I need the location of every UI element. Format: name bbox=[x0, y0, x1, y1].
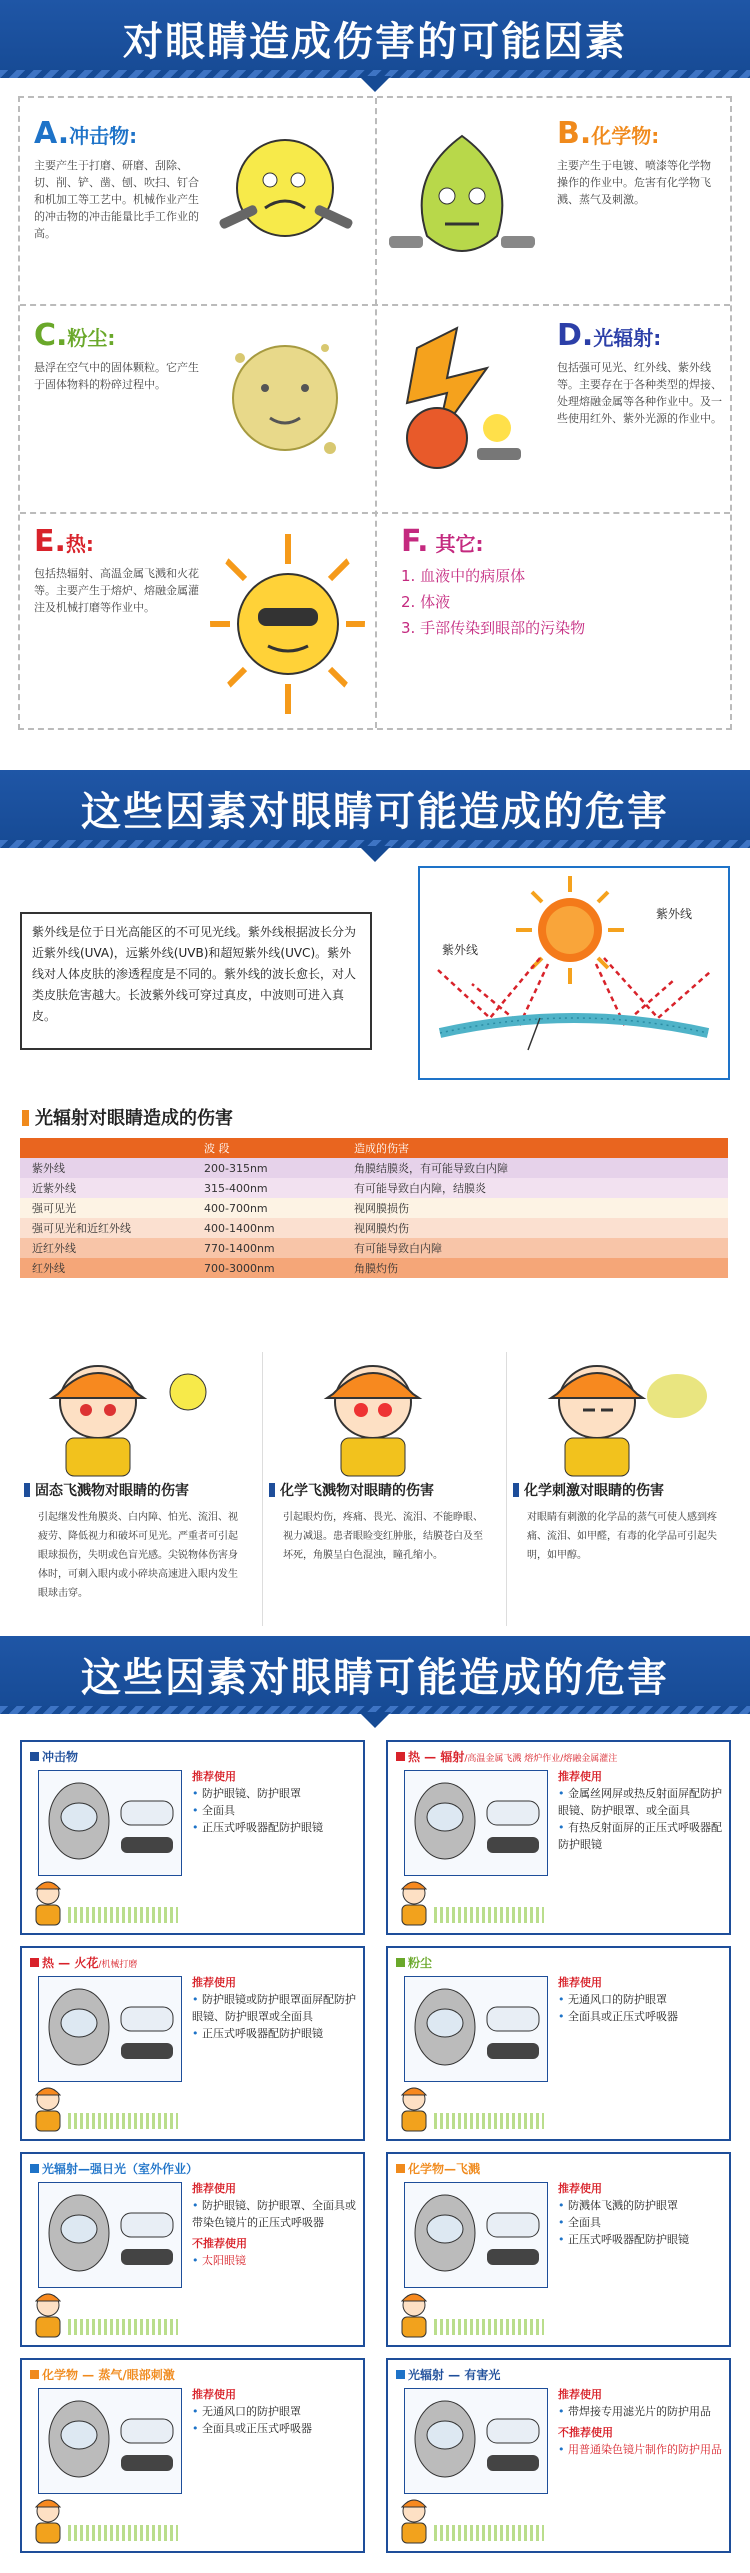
injury-text: 对眼睛有刺激的化学品的蒸气可使人感到疼痛、流泪、如甲醛，有毒的化学品可引起失明，如甲醇。 bbox=[527, 1512, 717, 1561]
factor-name: 热: bbox=[65, 532, 94, 556]
table-cell: 红外线 bbox=[32, 1262, 65, 1275]
table-cell: 视网膜损伤 bbox=[354, 1202, 409, 1215]
recommendation bbox=[558, 2180, 723, 2248]
recommend-item: • 全面具或正压式呼吸器 bbox=[192, 2422, 312, 2435]
uv-label-left: 紫外线 bbox=[442, 943, 479, 957]
recommend-item: • 正压式呼吸器配防护眼镜 bbox=[192, 2027, 323, 2040]
worker-icon bbox=[28, 2493, 68, 2545]
recommend-label: 推荐使用 bbox=[558, 2388, 602, 2401]
table-cell: 有可能导致白内障，结膜炎 bbox=[354, 1182, 486, 1195]
recommend-label: 推荐使用 bbox=[558, 1770, 602, 1783]
other-item: 1. 血液中的病原体 bbox=[401, 567, 526, 585]
table-cell: 200-315nm bbox=[204, 1161, 268, 1175]
protection-box bbox=[20, 1740, 365, 1935]
recommend-item: • 无通风口的防护眼罩 bbox=[192, 2405, 301, 2418]
worker-injury-illustration bbox=[18, 1352, 253, 1477]
factor-dust: C.粉尘: 悬浮在空气中的固体颗粒。它产生于固体物料的粉碎过程中。 bbox=[20, 318, 370, 508]
recommend-item: • 有热反射面屏的正压式呼吸器配防护眼镜 bbox=[558, 1821, 722, 1851]
table-cell: 紫外线 bbox=[32, 1162, 65, 1175]
equipment-illustration bbox=[38, 1976, 182, 2082]
recommend-item: • 防护眼镜、防护眼罩 bbox=[192, 1787, 301, 1800]
dust-illustration bbox=[210, 318, 360, 488]
recommend-item: • 防护眼镜、防护眼罩、全面具或带染色镜片的正压式呼吸器 bbox=[192, 2199, 356, 2229]
equipment-illustration bbox=[38, 2182, 182, 2288]
recommend-item: • 全面具 bbox=[192, 1804, 235, 1817]
recommend-item: • 正压式呼吸器配防护眼镜 bbox=[192, 1821, 323, 1834]
table-cell: 角膜灼伤 bbox=[354, 1262, 398, 1275]
injury-panel-solid bbox=[18, 1352, 253, 1626]
recommend-label: 推荐使用 bbox=[558, 1976, 602, 1989]
protection-box bbox=[386, 2358, 731, 2553]
protection-title: 光辐射 — 有害光 bbox=[396, 2366, 500, 2383]
recommend-label: 推荐使用 bbox=[192, 1976, 236, 1989]
table-header: 波 段 bbox=[192, 1138, 342, 1158]
equipment-illustration bbox=[38, 2388, 182, 2494]
table-cell: 强可见光 bbox=[32, 1202, 76, 1215]
banner-title: 这些因素对眼睛可能造成的危害 bbox=[81, 1655, 669, 1701]
injury-title: 化学飞溅物对眼睛的伤害 bbox=[269, 1480, 434, 1500]
protection-title: 粉尘 bbox=[396, 1954, 432, 1971]
uv-diagram bbox=[418, 866, 730, 1080]
factor-desc: 悬浮在空气中的固体颗粒。它产生于固体物料的粉碎过程中。 bbox=[34, 361, 199, 391]
worker-icon bbox=[28, 2081, 68, 2133]
banner-title: 对眼睛造成伤害的可能因素 bbox=[123, 19, 627, 65]
factor-name: 粉尘: bbox=[67, 326, 116, 350]
table-cell: 角膜结膜炎，有可能导致白内障 bbox=[354, 1162, 508, 1175]
factor-desc: 包括热辐射、高温金属飞溅和火花等。主要产生于熔炉、熔融金属灌注及机械打磨等作业中。 bbox=[34, 567, 199, 614]
worker-icon bbox=[28, 1875, 68, 1927]
banner-1 bbox=[0, 0, 750, 78]
protection-title: 热 — 火花/机械打磨 bbox=[30, 1954, 137, 1971]
worker-icon bbox=[394, 2287, 434, 2339]
equipment-illustration bbox=[404, 1976, 548, 2082]
protection-box bbox=[20, 2358, 365, 2553]
factor-name: 光辐射: bbox=[593, 326, 662, 350]
factor-chemical: B.化学物: 主要产生于电镀、喷漆等化学物操作的作业中。危害有化学物飞溅、蒸气及刺激。 bbox=[377, 116, 727, 302]
not-recommend-label: 不推荐使用 bbox=[192, 2237, 247, 2250]
factor-impact: A.冲击物: 主要产生于打磨、研磨、刮除、切、削、铲、凿、刨、吹扫、钉合和机加工等工艺中。机械作业产生的冲击物的冲击能量比手工作业的高。 bbox=[20, 116, 370, 302]
table-header: 造成的伤害 bbox=[342, 1138, 728, 1158]
table-row bbox=[20, 1178, 728, 1198]
injury-panel-irritant bbox=[506, 1352, 741, 1626]
impact-illustration bbox=[210, 116, 360, 266]
protection-box bbox=[386, 2152, 731, 2347]
factor-name: 化学物: bbox=[591, 124, 660, 148]
table-cell: 强可见光和近红外线 bbox=[32, 1222, 131, 1235]
equipment-illustration bbox=[404, 2388, 548, 2494]
not-recommend-label: 不推荐使用 bbox=[558, 2426, 613, 2439]
recommend-item: • 防溅体飞溅的防护眼罩 bbox=[558, 2199, 678, 2212]
recommend-item: • 金属丝网屏或热反射面屏配防护眼镜、防护眼罩、或全面具 bbox=[558, 1787, 722, 1817]
recommendation bbox=[192, 1768, 357, 1836]
recommend-item: • 正压式呼吸器配防护眼镜 bbox=[558, 2233, 689, 2246]
recommend-item: • 带焊接专用滤光片的防护用品 bbox=[558, 2405, 711, 2418]
worker-injury-illustration bbox=[263, 1352, 498, 1477]
recommend-label: 推荐使用 bbox=[192, 1770, 236, 1783]
factors-grid bbox=[18, 96, 732, 730]
worker-icon bbox=[394, 2081, 434, 2133]
recommend-label: 推荐使用 bbox=[192, 2388, 236, 2401]
chemical-illustration bbox=[377, 116, 547, 286]
recommend-item: • 全面具 bbox=[558, 2216, 601, 2229]
injury-title: 化学刺激对眼睛的伤害 bbox=[513, 1480, 664, 1500]
protection-title: 光辐射—强日光（室外作业） bbox=[30, 2160, 198, 2177]
table-header bbox=[20, 1138, 192, 1158]
recommendation bbox=[192, 1974, 357, 2042]
radiation-section-title: 光辐射对眼睛造成的伤害 bbox=[22, 1104, 233, 1130]
worker-icon bbox=[28, 2287, 68, 2339]
recommend-item: • 全面具或正压式呼吸器 bbox=[558, 2010, 678, 2023]
table-row bbox=[20, 1218, 728, 1238]
not-recommend-item: • 用普通染色镜片制作的防护用品 bbox=[558, 2443, 722, 2456]
table-row bbox=[20, 1158, 728, 1178]
other-item: 3. 手部传染到眼部的污染物 bbox=[401, 619, 586, 637]
protection-box bbox=[20, 1946, 365, 2141]
banner-2 bbox=[0, 770, 750, 848]
factor-name: 冲击物: bbox=[69, 124, 138, 148]
table-cell: 400-1400nm bbox=[204, 1221, 275, 1235]
radiation-table bbox=[20, 1138, 728, 1278]
table-cell: 315-400nm bbox=[204, 1181, 268, 1195]
table-cell: 视网膜灼伤 bbox=[354, 1222, 409, 1235]
protection-title: 化学物 — 蒸气/眼部刺激 bbox=[30, 2366, 175, 2383]
table-row bbox=[20, 1198, 728, 1218]
protection-title: 化学物—飞溅 bbox=[396, 2160, 480, 2177]
injury-text: 引起眼灼伤，疼痛、畏光、流泪、不能睁眼、视力减退。患者眼睑变红肿胀，结膜苍白及至坏死，角膜呈白色混浊，瞳孔缩小。 bbox=[283, 1512, 483, 1561]
recommendation bbox=[192, 2180, 357, 2269]
heat-illustration bbox=[210, 524, 365, 719]
factor-heat: E.热: 包括热辐射、高温金属飞溅和火花等。主要产生于熔炉、熔融金属灌注及机械打磨等作业中。 bbox=[20, 524, 370, 724]
equipment-illustration bbox=[38, 1770, 182, 1876]
recommend-item: • 防护眼镜或防护眼罩面屏配防护眼镜、防护眼罩或全面具 bbox=[192, 1993, 356, 2023]
recommend-label: 推荐使用 bbox=[558, 2182, 602, 2195]
uv-description: 紫外线是位于日光高能区的不可见光线。紫外线根据波长分为近紫外线(UVA)，远紫外线(UVB)和超短紫外线(UVC)。紫外线对人体皮肤的渗透程度是不同的。紫外线的波长愈长，对人类皮肤危害越大。长波紫外线可穿过真皮，中波则可进入真皮。 bbox=[20, 912, 372, 1050]
worker-icon bbox=[394, 1875, 434, 1927]
factor-name: 其它: bbox=[435, 532, 484, 556]
table-cell: 近红外线 bbox=[32, 1242, 76, 1255]
worker-icon bbox=[394, 2493, 434, 2545]
table-cell: 400-700nm bbox=[204, 1201, 268, 1215]
recommendation bbox=[558, 1768, 723, 1853]
injury-panel-chemical bbox=[262, 1352, 497, 1626]
radiation-illustration bbox=[377, 318, 547, 498]
protection-box bbox=[386, 1740, 731, 1935]
recommend-item: • 无通风口的防护眼罩 bbox=[558, 1993, 667, 2006]
table-cell: 近紫外线 bbox=[32, 1182, 76, 1195]
recommend-label: 推荐使用 bbox=[192, 2182, 236, 2195]
worker-injury-illustration bbox=[507, 1352, 742, 1477]
injury-title: 固态飞溅物对眼睛的伤害 bbox=[24, 1480, 189, 1500]
protection-box bbox=[386, 1946, 731, 2141]
not-recommend-item: • 太阳眼镜 bbox=[192, 2254, 246, 2267]
table-cell: 有可能导致白内障 bbox=[354, 1242, 442, 1255]
uv-label-right: 紫外线 bbox=[656, 907, 693, 921]
injury-text: 引起继发性角膜炎、白内障、怕光、流泪、视疲劳、降低视力和破坏可见光。严重者可引起眼球损伤，失明或色盲光感。尖锐物体伤害身体时，可刺入眼内或小碎块高速进入眼内发生眼球击穿。 bbox=[38, 1512, 238, 1599]
recommendation bbox=[192, 2386, 357, 2437]
table-row bbox=[20, 1258, 728, 1278]
equipment-illustration bbox=[404, 1770, 548, 1876]
other-item: 2. 体液 bbox=[401, 593, 451, 611]
table-cell: 770-1400nm bbox=[204, 1241, 275, 1255]
factor-desc: 主要产生于打磨、研磨、刮除、切、削、铲、凿、刨、吹扫、钉合和机加工等工艺中。机械作业产生的冲击物的冲击能量比手工作业的高。 bbox=[34, 159, 199, 240]
factor-desc: 包括强可见光、红外线、紫外线等。主要存在于各种类型的焊接、处理熔融金属等各种作业中。及一些使用红外、紫外光源的作业中。 bbox=[557, 361, 722, 425]
table-cell: 700-3000nm bbox=[204, 1261, 275, 1275]
factor-radiation: D.光辐射: 包括强可见光、红外线、紫外线等。主要存在于各种类型的焊接、处理熔融金属等各种作业中。及一些使用红外、紫外光源的作业中。 bbox=[377, 318, 727, 508]
factor-desc: 主要产生于电镀、喷漆等化学物操作的作业中。危害有化学物飞溅、蒸气及刺激。 bbox=[557, 159, 711, 206]
equipment-illustration bbox=[404, 2182, 548, 2288]
table-row bbox=[20, 1238, 728, 1258]
banner-3 bbox=[0, 1636, 750, 1714]
recommendation bbox=[558, 2386, 723, 2458]
protection-box bbox=[20, 2152, 365, 2347]
protection-title: 热 — 辐射/高温金属飞溅 熔炉作业/熔融金属灌注 bbox=[396, 1748, 617, 1765]
banner-title: 这些因素对眼睛可能造成的危害 bbox=[81, 789, 669, 835]
recommendation bbox=[558, 1974, 723, 2025]
protection-title: 冲击物 bbox=[30, 1748, 78, 1765]
factor-other: F. 其它: 1. 血液中的病原体 2. 体液 3. 手部传染到眼部的污染物 bbox=[377, 524, 727, 724]
